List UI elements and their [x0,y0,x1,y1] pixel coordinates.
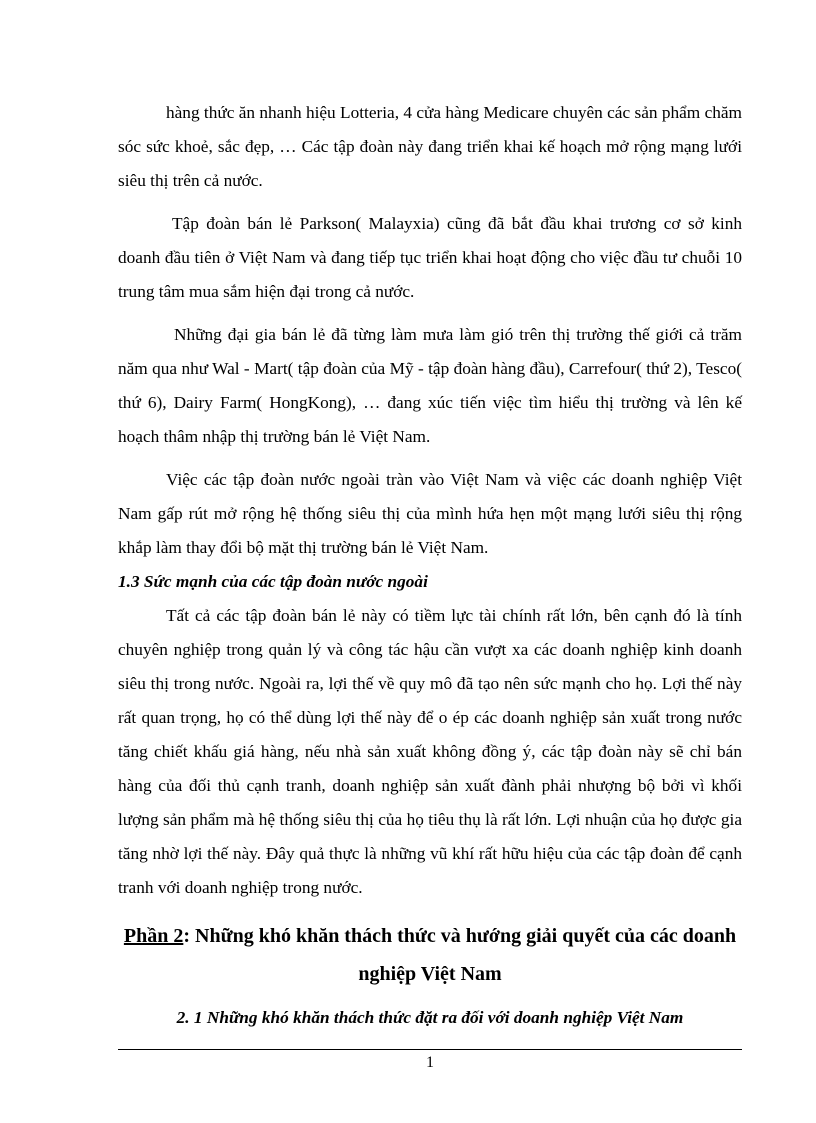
page-number: 1 [426,1054,434,1071]
paragraph-gap [118,454,742,463]
paragraph-foreign-strength: Tất cả các tập đoàn bán lẻ này có tiềm lực tài chính rất lớn, bên cạnh đó là tính chuyên nghiệp trong quản lý và công tác hậu cần vượt xa các doanh nghiệp kinh doanh siêu thị trong nước. Ngoài ra, lợi thế về quy mô đã tạo nên sức mạnh cho họ. Lợi thế này rất quan trọng, họ có thể dùng lợi thế này để o ép các doanh nghiệp sản xuất trong nước tăng chiết khấu giá hàng, nếu nhà sản xuất không đồng ý, các tập đoàn này sẽ chỉ bán hàng của đối thủ cạnh tranh, doanh nghiệp sản xuất đành phải nhượng bộ bởi vì khối lượng sản phẩm mà hệ thống siêu thị của họ tiêu thụ là rất lớn. Lợi nhuận của họ được gia tăng nhờ lợi thế này. Đây quả thực là những vũ khí rất hữu hiệu của các tập đoàn để cạnh tranh với doanh nghiệp trong nước. [118,606,742,897]
paragraph-market-change: Việc các tập đoàn nước ngoài tràn vào Việt Nam và việc các doanh nghiệp Việt Nam gấp rút mở rộng hệ thống siêu thị của mình hứa hẹn một mạng lưới siêu thị rộng khắp làm thay đổi bộ mặt thị trường bán lẻ Việt Nam. [118,470,742,557]
heading-1-3: 1.3 Sức mạnh của các tập đoàn nước ngoài [118,572,428,591]
paragraph-lotteria-medicare: hàng thức ăn nhanh hiệu Lotteria, 4 cửa hàng Medicare chuyên các sản phẩm chăm sóc sức khoẻ, sắc đẹp, … Các tập đoàn này đang triển khai kế hoạch mở rộng mạng lưới siêu thị trên cả nước. [118,103,742,190]
footer-divider [118,1049,742,1050]
paragraph-gap [118,198,742,207]
heading-2-1: 2. 1 Những khó khăn thách thức đặt ra đối với doanh nghiệp Việt Nam [176,1008,684,1027]
heading-part-2-prefix: Phần 2 [123,925,184,947]
paragraph-gap [118,309,742,318]
paragraph-parkson: Tập đoàn bán lẻ Parkson( Malayxia) cũng đã bắt đầu khai trương cơ sở kinh doanh đầu tiên ở Việt Nam và đang tiếp tục triển khai hoạt động cho việc đầu tư chuỗi 10 trung tâm mua sắm hiện đại trong cả nước. [118,214,742,301]
paragraph-global-retailers: Những đại gia bán lẻ đã từng làm mưa làm gió trên thị trường thế giới cả trăm năm qua như Wal - Mart( tập đoàn của Mỹ - tập đoàn hàng đầu), Carrefour( thứ 2), Tesco( thứ 6), Dairy Farm( HongKong), … đang xúc tiến việc tìm hiểu thị trường và lên kế hoạch thâm nhập thị trường bán lẻ Việt Nam. [118,325,742,446]
document-page [118,96,742,1035]
heading-part-2 [118,917,742,993]
heading-part-2-title: : Những khó khăn thách thức và hướng giải quyết của các doanh nghiệp Việt Nam [183,925,737,985]
